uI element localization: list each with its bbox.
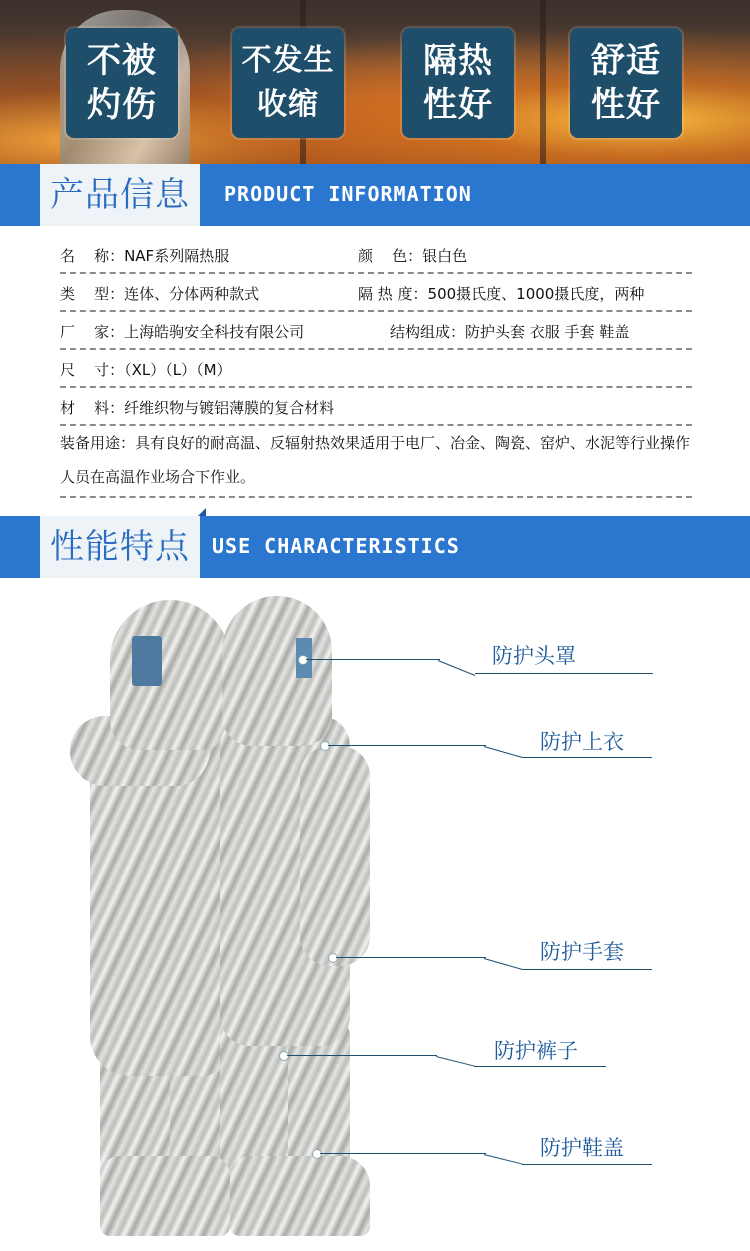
callout-label: 防护上衣 xyxy=(540,730,624,754)
callout-label: 防护头罩 xyxy=(492,644,576,668)
feature-text: 性好 xyxy=(591,85,661,125)
info-label: 名 称： xyxy=(60,247,125,265)
product-info-table xyxy=(60,236,692,498)
callout-label: 防护裤子 xyxy=(494,1039,578,1063)
feature-text: 性好 xyxy=(423,85,493,125)
info-value: 防护头套 衣服 手套 鞋盖 xyxy=(465,323,630,341)
callout-line xyxy=(287,1055,437,1056)
section-header-product-info xyxy=(0,164,750,226)
info-row xyxy=(60,236,692,274)
hero-banner xyxy=(0,0,750,168)
callout-label: 防护手套 xyxy=(540,940,624,964)
info-label: 装备用途： xyxy=(60,434,136,452)
info-value: 上海皓驹安全科技有限公司 xyxy=(124,323,305,341)
callout-line xyxy=(484,958,523,970)
callout-line xyxy=(522,1164,652,1165)
callout-label: 防护鞋盖 xyxy=(540,1136,624,1160)
callout-line xyxy=(436,1056,475,1067)
callout-line xyxy=(475,673,653,674)
info-row xyxy=(60,350,692,388)
callout-line xyxy=(306,659,440,660)
feature-text: 不发生 xyxy=(241,43,335,78)
info-label: 隔 热 度： xyxy=(358,285,428,303)
callout-dot xyxy=(312,1149,322,1159)
suit-shoe-cover xyxy=(230,1156,370,1236)
info-value: 连体、分体两种款式 xyxy=(124,285,260,303)
feature-text: 舒适 xyxy=(591,41,661,81)
feature-text: 隔热 xyxy=(423,41,493,81)
info-row xyxy=(60,426,692,498)
info-value: 具有良好的耐高温、反辐射热效果适用于电厂、冶金、陶瓷、窑炉、水泥等行业操作人员在高温作业场合下作业。 xyxy=(60,434,691,486)
suit-arm xyxy=(300,746,370,966)
info-value: NAF系列隔热服 xyxy=(124,247,230,265)
callout-line xyxy=(522,969,652,970)
info-label: 类 型： xyxy=(60,285,125,303)
section-title-en: USE CHARACTERISTICS xyxy=(212,534,460,558)
callout-line xyxy=(484,1154,523,1165)
info-label: 材 料： xyxy=(60,399,125,417)
feature-text: 收缩 xyxy=(257,87,319,122)
info-row xyxy=(60,312,692,350)
info-value: 纤维织物与镀铝薄膜的复合材料 xyxy=(124,399,335,417)
feature-badge-no-shrink xyxy=(232,28,344,138)
info-label: 厂 家： xyxy=(60,323,125,341)
callout-dot xyxy=(279,1051,289,1061)
callout-line xyxy=(320,1153,486,1154)
feature-badge-insulation xyxy=(402,28,514,138)
suit-hood xyxy=(222,596,332,746)
feature-text: 灼伤 xyxy=(87,85,157,125)
callout-line xyxy=(438,660,475,676)
info-label: 尺 寸： xyxy=(60,361,125,379)
callout-line xyxy=(336,957,486,958)
feature-badge-no-burn xyxy=(66,28,178,138)
info-label: 结构组成： xyxy=(390,323,466,341)
callout-dot xyxy=(298,655,308,665)
callout-line xyxy=(328,745,486,746)
info-row xyxy=(60,388,692,426)
section-title-cn: 性能特点 xyxy=(50,527,190,567)
hero-beam xyxy=(540,0,546,168)
section-header-use-characteristics xyxy=(0,516,750,578)
section-title-cn: 产品信息 xyxy=(50,175,190,215)
callout-dot xyxy=(328,953,338,963)
suit-visor xyxy=(132,636,162,686)
callout-line xyxy=(484,746,523,758)
section-notch xyxy=(198,508,206,516)
heat-suit-figure xyxy=(60,596,380,1246)
suit-hood xyxy=(110,600,230,750)
section-title-en: PRODUCT INFORMATION xyxy=(224,182,472,206)
info-value: 银白色 xyxy=(422,247,468,265)
feature-badge-comfort xyxy=(570,28,682,138)
feature-text: 不被 xyxy=(87,41,157,81)
suit-shoe-cover xyxy=(100,1156,230,1236)
info-row xyxy=(60,274,692,312)
info-label: 颜 色： xyxy=(358,247,423,265)
info-value: 500摄氏度、1000摄氏度，两种 xyxy=(427,285,645,303)
info-value: （XL）（L）（M） xyxy=(124,361,232,379)
callout-line xyxy=(474,1066,606,1067)
callout-line xyxy=(522,757,652,758)
callout-dot xyxy=(320,741,330,751)
